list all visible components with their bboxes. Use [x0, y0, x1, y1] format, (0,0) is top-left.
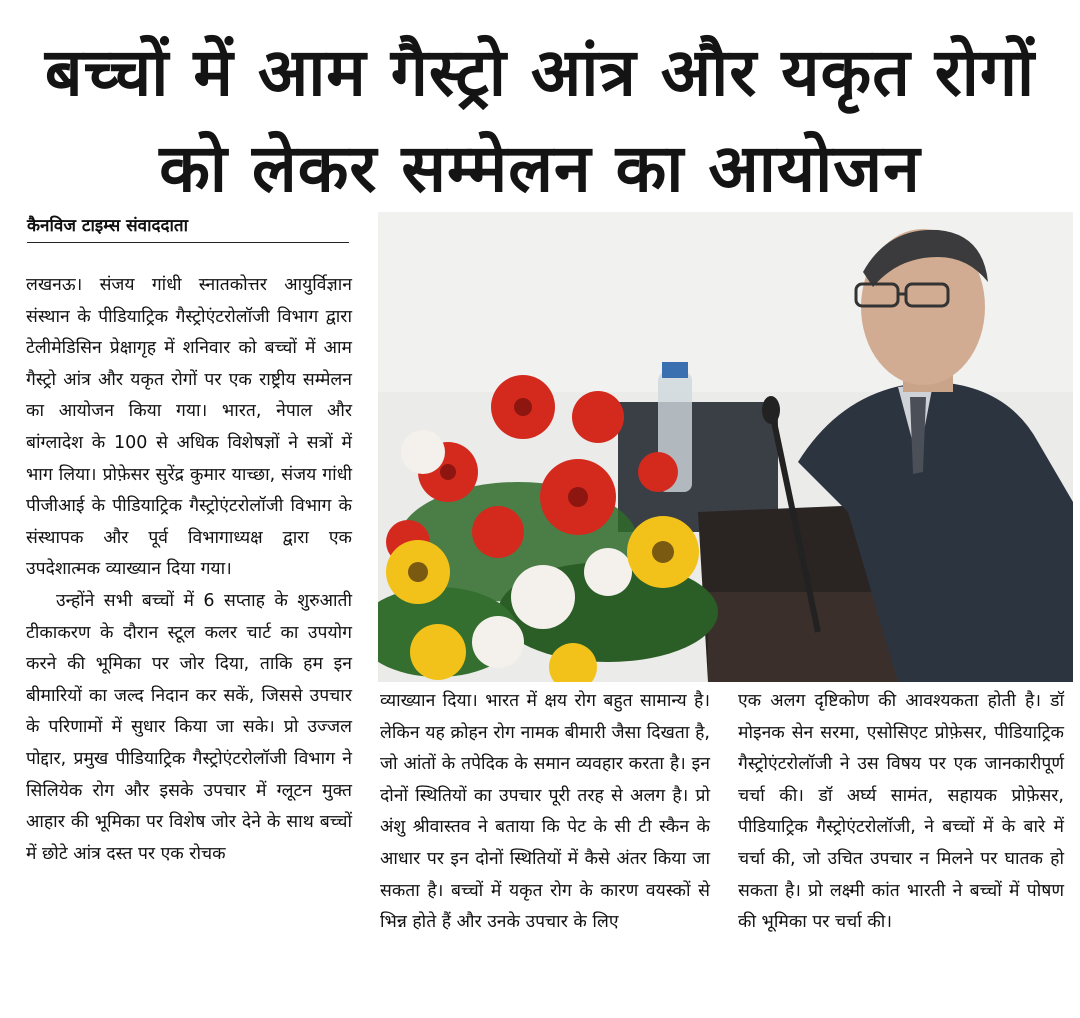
article-column-1 [26, 270, 352, 870]
headline-line-1: बच्चों में आम गैस्ट्रो आंत्र और यकृत रोगों [44, 34, 1036, 112]
article-photo [378, 212, 1073, 682]
column-1-paragraph-2: उन्होंने सभी बच्चों में 6 सप्ताह के शुरुआती टीकाकरण के दौरान स्टूल कलर चार्ट का उपयोग करने की भूमिका पर जोर दिया, ताकि हम इन बीमारियों का जल्द निदान कर सकें, जिससे उपचार के परिणामों में सुधार किया जा सके। प्रो उज्जल पोद्दार, प्रमुख पीडियाट्रिक गैस्ट्रोएंटरोलॉजी विभाग ने सिलियेक रोग और इसके उपचार में ग्लूटन मुक्त आहार की भूमिका पर विशेष जोर देने के साथ बच्चों में छोटे आंत्र दस्त पर एक रोचक [26, 590, 352, 864]
headline-line-2: को लेकर सम्मेलन का आयोजन [159, 130, 921, 208]
article-column-2 [380, 686, 710, 939]
headline [0, 27, 1080, 219]
column-1-paragraph-1: लखनऊ। संजय गांधी स्नातकोत्तर आयुर्विज्ञान संस्थान के पीडियाट्रिक गैस्ट्रोएंटरोलॉजी विभाग द्वारा टेलीमेडिसिन प्रेक्षागृह में शनिवार को बच्चों में आम गैस्ट्रो आंत्र और यकृत रोगों पर एक राष्ट्रीय सम्मेलन का आयोजन किया गया। भारत, नेपाल और बांग्लादेश के 100 से अधिक विशेषज्ञों ने सत्रों में भाग लिया। प्रोफ़ेसर सुरेंद्र कुमार याच्छा, संजय गांधी पीजीआई के पीडियाट्रिक गैस्ट्रोएंटरोलॉजी विभाग के संस्थापक और पूर्व विभागाध्यक्ष द्वारा एक उपदेशात्मक व्याख्यान दिया गया। [26, 275, 352, 580]
byline: कैनविज टाइम्स संवाददाता [27, 213, 349, 243]
column-3-paragraph-1: एक अलग दृष्टिकोण की आवश्यकता होती है। डॉ मोइनक सेन सरमा, एसोसिएट प्रोफ़ेसर, पीडियाट्रिक गैस्ट्रोएंटरोलॉजी ने उस विषय पर एक जानकारीपूर्ण चर्चा की। डॉ अर्घ्य सामंत, सहायक प्रोफ़ेसर, पीडियाट्रिक गैस्ट्रोएंटरोलॉजी, ने बच्चों में के बारे में चर्चा की, जो उचित उपचार न मिलने पर घातक हो सकता है। प्रो लक्ष्मी कांत भारती ने बच्चों में पोषण की भूमिका पर चर्चा की। [738, 691, 1064, 933]
column-2-paragraph-1: व्याख्यान दिया। भारत में क्षय रोग बहुत सामान्य है। लेकिन यह क्रोहन रोग नामक बीमारी जैसा दिखता है, जो आंतों के तपेदिक के समान व्यवहार करता है। इन दोनों स्थितियों का उपचार पूरी तरह से अलग है। प्रो अंशु श्रीवास्तव ने बताया कि पेट के सी टी स्कैन के आधार पर इन दोनों स्थितियों में कैसे अंतर किया जा सकता है। बच्चों में यकृत रोग के कारण वयस्कों से भिन्न होते हैं और उनके उपचार के लिए [380, 691, 710, 933]
article-column-3 [738, 686, 1064, 939]
speaker-at-podium-photo-icon [378, 212, 1073, 682]
